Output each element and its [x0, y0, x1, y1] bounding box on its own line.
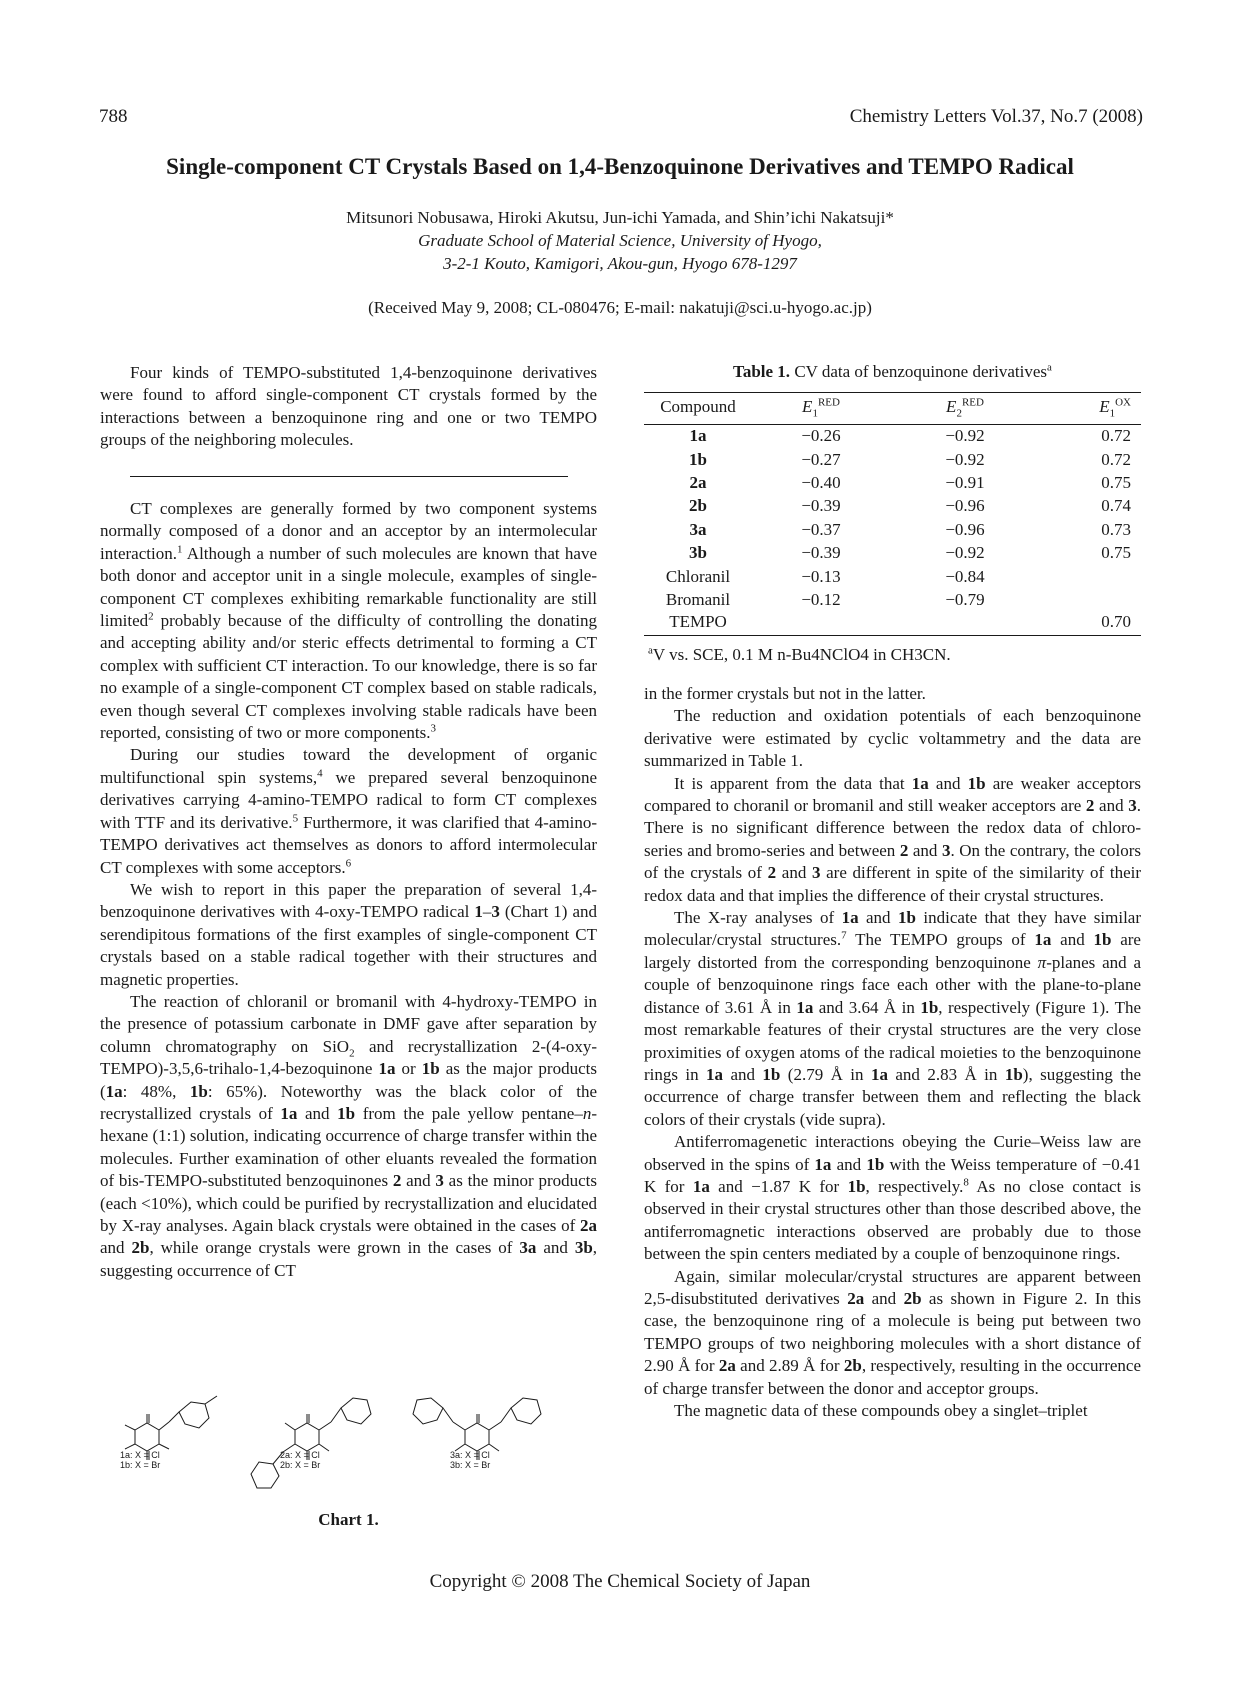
- paragraph: CT complexes are generally formed by two component systems normally composed of a donor and an acceptor by an intermolecular interaction.$^1$ Although a number of such molecules are known that have both donor and acceptor unit in a single molecule, examples of single-component CT complexes exhibiting remarkable functionality are still limited$^2$ probably because of the difficulty of controlling the donating and accepting ability and/or steric effects detrimental to forming a CT complex with sufficient CT interaction. To our knowledge, there is so far no example of a single-component CT complex based on stable radicals, even though several CT complexes involving stable radicals have been reported, consisting of two or more components.$^3$: [100, 499, 597, 743]
- paragraph: The reaction of chloranil or bromanil with 4-hydroxy-TEMPO in the presence of potassium carbonate in DMF gave after separation by column chromatography on SiO$_2$ and recrystallization 2-(4-oxy-TEMPO)-3,5,6-trihalo-1,4-bezoquinone 1a or 1b as the major products (1a: 48%, 1b: 65%). Noteworthy was the black color of the recrystallized crystals of 1a and 1b from the pale yellow pentane–n-hexane (1:1) solution, indicating occurrence of charge transfer within the molecules. Further examination of other eluants revealed the formation of bis-TEMPO-substituted benzoquinones 2 and 3 as the minor products (each <10%), which could be purified by recrystallization and elucidated by X-ray analyses. Again black crystals were obtained in the cases of 2a and 2b, while orange crystals were grown in the cases of 3a and 3b, suggesting occurrence of CT: [100, 991, 598, 1280]
- running-head: [99, 106, 1143, 136]
- article-title: Single-component CT Crystals Based on 1,4-Benzoquinone Derivatives and TEMPO Radical: [166, 154, 1074, 179]
- paragraph: The reduction and oxidation potentials of each benzoquinone derivative were estimated by cyclic voltammetry and the data are summarized in Table 1.: [644, 706, 1141, 771]
- abstract: Four kinds of TEMPO-substituted 1,4-benzoquinone derivatives were found to afford single-component CT crystals formed by the interactions between a benzoquinone ring and one or two TEMPO groups of the neighboring molecules.: [100, 363, 597, 450]
- table-row: Chloranil −0.13 −0.84: [665, 566, 985, 586]
- paragraph: It is apparent from the data that 1a and 1b are weaker acceptors compared to choranil or bromanil and still weaker acceptors are 2 and 3. There is no significant difference between the redox data of chloro-series and bromo-series and between 2 and 3. On the contrary, the colors of the crystals of 2 and 3 are different in spite of the similarity of their redox data and that implies the difference of their crystal structures.: [644, 773, 1142, 905]
- abstract-divider: [130, 476, 568, 477]
- paragraph: Again, similar molecular/crystal structures are apparent between 2,5-disubstituted derivatives 2a and 2b as shown in Figure 2. In this case, the benzoquinone ring of a molecule is being put between two TEMPO groups of two neighboring molecules with a short distance of 2.90 Å for 2a and 2.89 Å for 2b, respectively, resulting in the occurrence of charge transfer between the donor and acceptor groups.: [644, 1266, 1141, 1398]
- author-list: Mitsunori Nobusawa, Hiroki Akutsu, Jun-ichi Yamada, and Shin’ichi Nakatsuji*: [346, 208, 894, 227]
- table-footnote: $^a$V vs. SCE, 0.1 M n-Bu4NClO4 in CH3CN.: [648, 644, 951, 664]
- structure-3-label-a: 3a: X = Cl: [450, 1450, 490, 1460]
- chemical-structures-chart: [95, 1378, 605, 1498]
- table-row: 2a −0.40 −0.91 0.75: [689, 472, 1131, 492]
- cv-data-table: [644, 392, 1141, 636]
- paragraph: Antiferromagenetic interactions obeying the Curie–Weiss law are observed in the spins of 1a and 1b with the Weiss temperature of −0.41 K for 1a and −1.87 K for 1b, respectively.$^8$ As no close contact is observed in their crystal structures other than those described above, the antiferromagnetic interactions observed are probably due to those between the spin centers mediated by a couple of benzoquinone rings.: [644, 1132, 1142, 1264]
- paragraph: The magnetic data of these compounds obey a singlet–triplet: [674, 1401, 1088, 1420]
- paragraph-continued: in the former crystals but not in the latter.: [644, 684, 926, 703]
- column-header: Compound: [644, 393, 752, 425]
- table-row: 1a −0.26 −0.92 0.72: [689, 426, 1131, 446]
- table-row: 3b −0.39 −0.92 0.75: [689, 543, 1131, 563]
- column-header: $E_1^{RED}$: [752, 393, 890, 425]
- table-row: Bromanil −0.12 −0.79: [665, 589, 985, 609]
- structure-3-label-b: 3b: X = Br: [450, 1460, 491, 1470]
- table-header-row: [644, 393, 1141, 425]
- structure-2-label-b: 2b: X = Br: [280, 1460, 321, 1470]
- chart-caption: Chart 1.: [318, 1510, 379, 1529]
- journal-name: Chemistry Letters Vol.37, No.7 (2008): [849, 106, 1143, 127]
- received-line: (Received May 9, 2008; CL-080476; E-mail: nakatuji@sci.u-hyogo.ac.jp): [368, 298, 872, 317]
- paragraph: We wish to report in this paper the preparation of several 1,4-benzoquinone derivatives with 4-oxy-TEMPO radical 1–3 (Chart 1) and serendipitous formations of the first examples of single-component CT crystals based on a stable radical together with their structures and magnetic properties.: [100, 879, 597, 989]
- column-header: $E_1^{OX}$: [1040, 393, 1141, 425]
- structure-1-label-a: 1a: X = Cl: [120, 1450, 160, 1460]
- structure-1-label-b: 1b: X = Br: [120, 1460, 161, 1470]
- body-right-column: [644, 683, 1141, 1422]
- body-left-column: [100, 498, 597, 1282]
- affiliation-line-2: 3-2-1 Kouto, Kamigori, Akou-gun, Hyogo 678-1297: [443, 254, 797, 273]
- table-row: 3a −0.37 −0.96 0.73: [689, 519, 1131, 539]
- copyright-footer: Copyright © 2008 The Chemical Society of Japan: [429, 1571, 811, 1592]
- table-caption: Table 1. CV data of benzoquinone derivatives$^a$: [733, 361, 1052, 381]
- table-row: TEMPO 0.70: [644, 612, 1141, 636]
- author-block: [100, 206, 1140, 275]
- table-row: 1b −0.27 −0.92 0.72: [689, 449, 1131, 469]
- table-row: 2b −0.39 −0.96 0.74: [689, 496, 1131, 516]
- page-number: 788: [99, 106, 128, 127]
- structure-2-label-a: 2a: X = Cl: [280, 1450, 320, 1460]
- affiliation-line-1: Graduate School of Material Science, University of Hyogo,: [418, 231, 822, 250]
- column-header: $E_2^{RED}$: [890, 393, 1040, 425]
- paragraph: The X-ray analyses of 1a and 1b indicate that they have similar molecular/crystal structures.$^7$ The TEMPO groups of 1a and 1b are largely distorted from the corresponding benzoquinone π-planes and a couple of benzoquinone rings face each other with the plane-to-plane distance of 3.61 Å in 1a and 3.64 Å in 1b, respectively (Figure 1). The most remarkable features of their crystal structures are the very close proximities of oxygen atoms of the radical moieties to the benzoquinone rings in 1a and 1b (2.79 Å in 1a and 2.83 Å in 1b), suggesting the occurrence of charge transfer between them and reflecting the black colors of their crystals (vide supra).: [644, 908, 1142, 1129]
- paragraph: During our studies toward the development of organic multifunctional spin systems,$^4$ we prepared several benzoquinone derivatives carrying 4-amino-TEMPO radical to form CT complexes with TTF and its derivative.$^5$ Furthermore, it was clarified that 4-amino-TEMPO derivatives act themselves as donors to afford intermolecular CT complexes with some acceptors.$^6$: [100, 745, 598, 877]
